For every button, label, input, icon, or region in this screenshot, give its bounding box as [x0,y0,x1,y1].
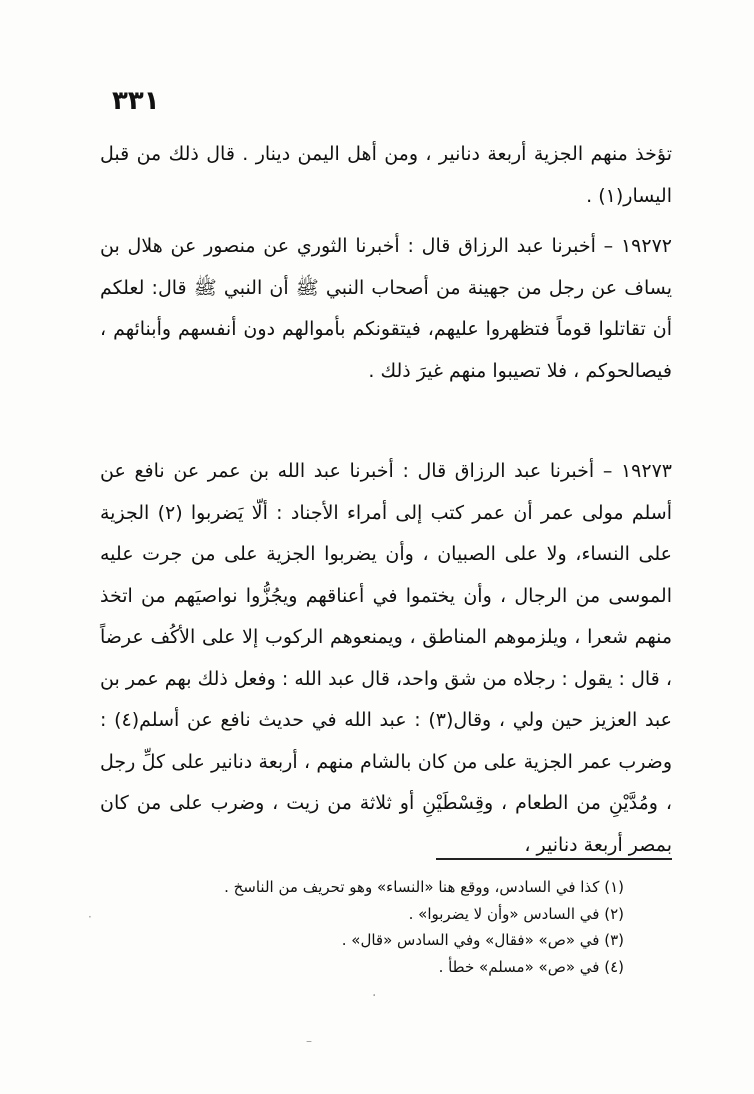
page-number: ٣٣١ [112,86,160,116]
footnote-item: (٣) في «ص» «فقال» وفي السادس «قال» . [341,931,624,949]
paragraph-continuation: تؤخذ منهم الجزية أربعة دنانير ، ومن أهل اليمن دينار . قال ذلك من قبل اليسار(١) . [100,143,672,207]
footnotes-list [200,874,624,980]
scan-speck: · [88,910,92,924]
footnote-divider [436,858,672,860]
scan-speck: – [306,1034,312,1048]
paragraph-hadith-19273: ١٩٢٧٣ – أخبرنا عبد الرزاق قال : أخبرنا عبد الله بن عمر عن نافع عن أسلم مولى عمر أن عمر كتب إلى أمراء الأجناد : ألّا يَضربوا (٢) الجزية على النساء، ولا على الصبيان ، وأن يضربوا الجزية على من جرت عليه الموسى من الرجال ، وأن يختموا في أعناقهم ويجُزُّوا نواصيَهم من اتخذ منهم شعرا ، ويلزموهم المناطق ، ويمنعوهم الركوب إلا على الأكُف عرضاً ، قال : يقول : رجلاه من شق واحد، قال عبد الله : وفعل ذلك بهم عمر بن عبد العزيز حين ولي ، وقال(٣) : عبد الله في حديث نافع عن أسلم(٤) : وضرب عمر الجزية على من كان بالشام منهم ، أربعة دنانير على كلِّ رجل ، ومُدَّيْنِ من الطعام ، وقِسْطَيْنِ أو ثلاثة من زيت ، وضرب على من كان بمصر أربعة دنانير ، [100,460,673,856]
scan-speck: · [372,988,377,1004]
footnote-item: (٢) في السادس «وأن لا يضربوا» . [408,904,624,923]
paragraph-hadith-19272: ١٩٢٧٢ – أخبرنا عبد الرزاق قال : أخبرنا الثوري عن منصور عن هلال بن يساف عن رجل من جهينة من أصحاب النبي ﷺ أن النبي ﷺ قال: لعلكم أن تقاتلوا قوماً فتظهروا عليهم، فيتقونكم بأموالهم دون أنفسهم وأبنائهم ، فيصالحوكم ، فلا تصيبوا منهم غيرَ ذلك . [100,235,672,382]
footnote-item: (٤) في «ص» «مسلم» خطأ . [438,957,624,976]
footnote-item: (١) كذا في السادس، ووقع هنا «النساء» وهو تحريف من الناسخ . [224,878,624,896]
